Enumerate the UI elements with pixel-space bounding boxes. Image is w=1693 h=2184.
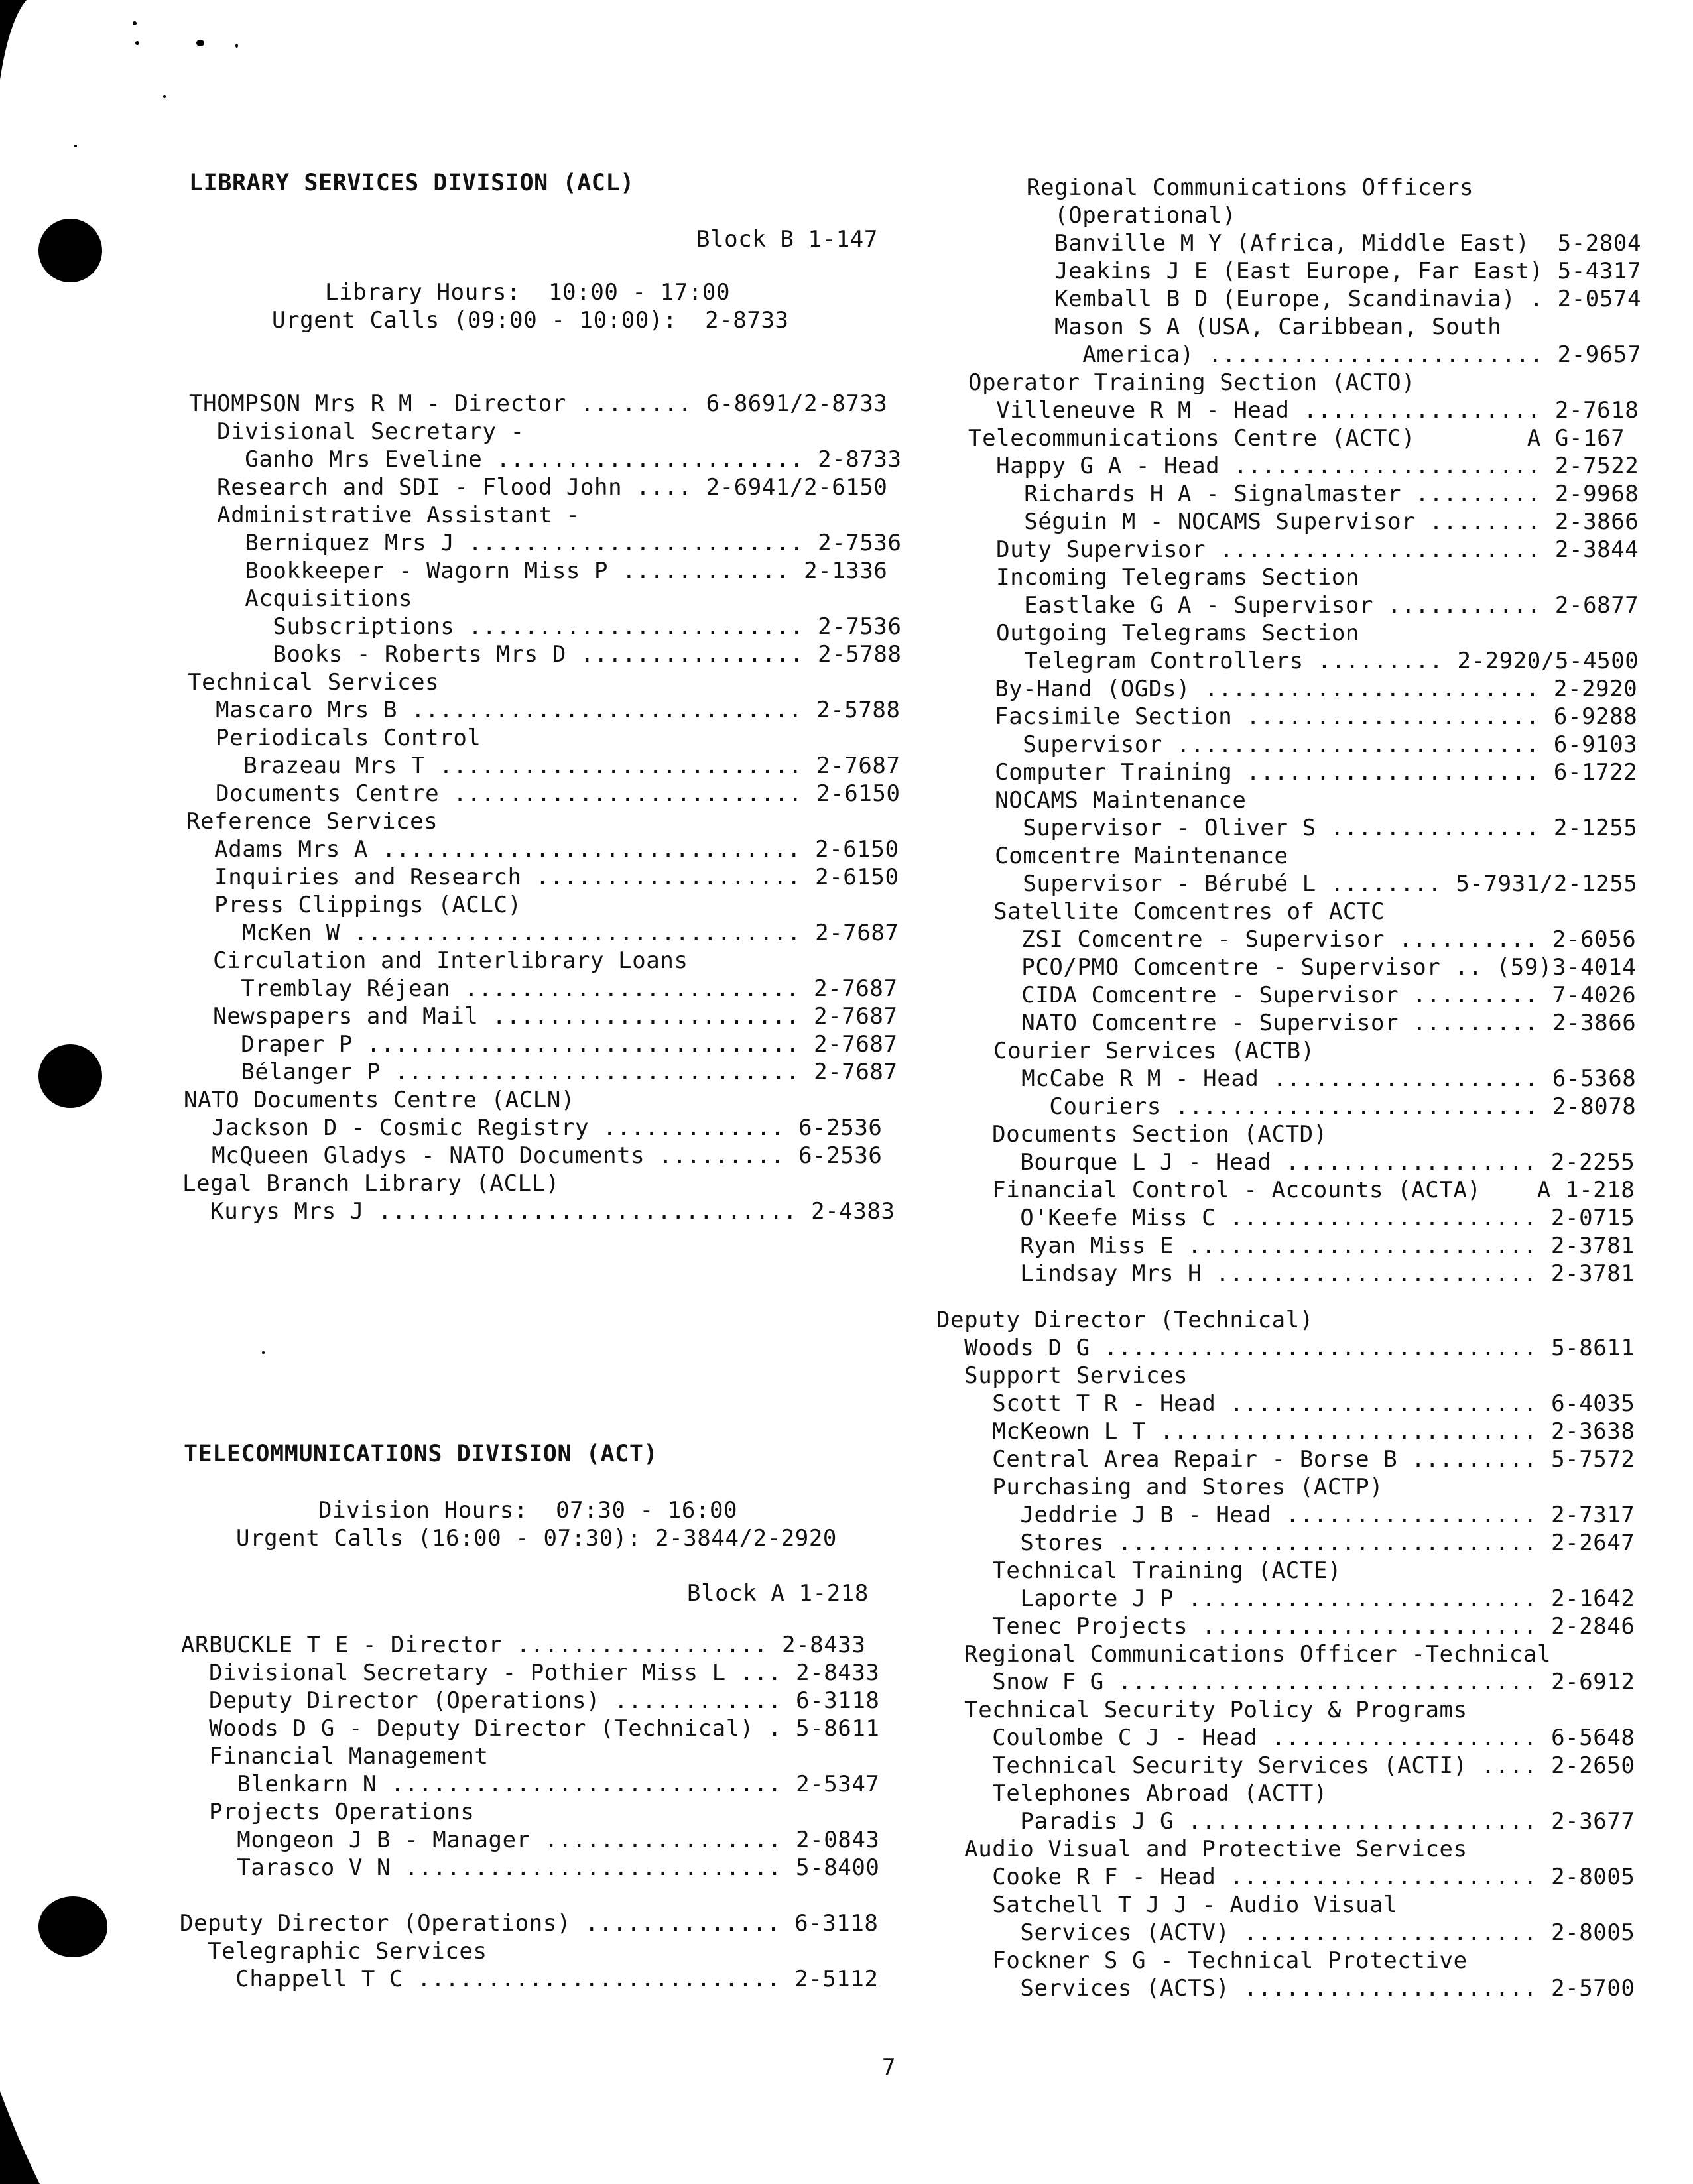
directory-line: Ryan Miss E ......................... 2-3781 (964, 1233, 1635, 1259)
directory-line: Technical Security Services (ACTI) .... 2-2650 (936, 1752, 1635, 1779)
directory-line: Couriers .......................... 2-8078 (966, 1093, 1637, 1120)
directory-line: Banville M Y (Africa, Middle East) 5-2804 (1027, 230, 1642, 257)
directory-line: Comcentre Maintenance (967, 843, 1288, 869)
directory-line: Mongeon J B - Manager ................. 2-0843 (181, 1827, 880, 1853)
directory-line: McKeown L T ........................... 2-3638 (936, 1418, 1635, 1445)
directory-line: Mason S A (USA, Caribbean, South (1027, 314, 1502, 340)
directory-line: Tremblay Réjean ........................ 2-7687 (185, 975, 898, 1002)
scan-speck (74, 145, 77, 147)
directory-line: Telegraphic Services (180, 1938, 487, 1965)
directory-line: Financial Management (181, 1743, 489, 1770)
directory-line: Research and SDI - Flood John .... 2-6941/2-6150 (189, 474, 888, 501)
directory-line: Newspapers and Mail ...................... 2-7687 (185, 1003, 898, 1030)
directory-line: Cooke R F - Head ...................... 2-8005 (936, 1864, 1635, 1890)
directory-line: Séguin M - NOCAMS Supervisor ........ 2-3866 (968, 509, 1639, 535)
directory-line: Laporte J P ......................... 2-1642 (936, 1585, 1635, 1612)
directory-line: Regional Communications Officers (1027, 174, 1474, 201)
directory-line: Outgoing Telegrams Section (968, 620, 1359, 646)
directory-line: McKen W ................................ 2-7687 (186, 920, 899, 946)
directory-line: THOMPSON Mrs R M - Director ........ 6-8691/2-8733 (189, 391, 888, 417)
directory-line: (Operational) (1027, 202, 1237, 229)
directory-line: ZSI Comcentre - Supervisor .......... 2-6056 (966, 926, 1637, 953)
directory-line: Division Hours: 07:30 - 16:00 (318, 1497, 738, 1524)
directory-line: Central Area Repair - Borse B ......... 5-7572 (936, 1446, 1635, 1473)
directory-line: Bourque L J - Head .................. 2-2255 (964, 1149, 1635, 1176)
directory-line: By-Hand (OGDs) ........................ 2-2920 (967, 676, 1638, 702)
directory-line: Telecommunications Centre (ACTC) A G-167 (968, 425, 1625, 452)
directory-line: Incoming Telegrams Section (968, 564, 1359, 591)
directory-line: Subscriptions ........................ 2-7536 (189, 613, 902, 640)
directory-line: Technical Services (188, 669, 440, 696)
directory-line: Adams Mrs A .............................. 2-6150 (186, 836, 899, 863)
directory-line: Deputy Director (Technical) (936, 1307, 1314, 1333)
scan-speck (163, 95, 166, 98)
directory-line: Supervisor - Bérubé L ........ 5-7931/2-1255 (967, 871, 1638, 897)
directory-line: Circulation and Interlibrary Loans (185, 947, 688, 974)
directory-line: Audio Visual and Protective Services (936, 1836, 1468, 1862)
directory-line: Tenec Projects ........................ 2-2846 (936, 1613, 1635, 1640)
directory-line: Block B 1-147 (696, 226, 878, 253)
directory-line: O'Keefe Miss C ...................... 2-0715 (964, 1205, 1635, 1231)
directory-line: Ganho Mrs Eveline ...................... 2-8733 (189, 446, 902, 473)
directory-line: NATO Documents Centre (ACLN) (184, 1087, 575, 1113)
directory-line: Satellite Comcentres of ACTC (966, 898, 1385, 925)
directory-line: Periodicals Control (188, 725, 481, 751)
directory-line: Bookkeeper - Wagorn Miss P ............ 2-1336 (189, 558, 888, 584)
directory-line: Bélanger P ............................. 2-7687 (185, 1059, 898, 1085)
scan-edge-mark-bottom (0, 2091, 40, 2184)
scan-speck (235, 44, 238, 48)
directory-line: Woods D G - Deputy Director (Technical) . 5-8611 (181, 1715, 880, 1742)
directory-line: Lindsay Mrs H ....................... 2-3781 (964, 1260, 1635, 1287)
directory-line: Technical Security Policy & Programs (936, 1697, 1468, 1723)
scan-edge-mark-top (0, 0, 27, 80)
directory-line: Scott T R - Head ...................... 6-4035 (936, 1390, 1635, 1417)
directory-line: Books - Roberts Mrs D ................ 2-5788 (189, 641, 902, 668)
directory-line: Documents Section (ACTD) (964, 1121, 1328, 1148)
directory-line: Supervisor - Oliver S ............... 2-1255 (967, 815, 1638, 841)
punch-hole-3 (38, 1896, 107, 1957)
directory-line: Inquiries and Research ................... 2-6150 (186, 864, 899, 890)
directory-line: Richards H A - Signalmaster ......... 2-9968 (968, 481, 1639, 507)
directory-line: NATO Comcentre - Supervisor ......... 2-3866 (966, 1010, 1637, 1036)
directory-line: Telegram Controllers ......... 2-2920/5-4500 (968, 648, 1639, 674)
directory-line: CIDA Comcentre - Supervisor ......... 7-4026 (966, 982, 1637, 1008)
directory-line: Facsimile Section ..................... 6-9288 (967, 703, 1638, 730)
directory-line: Paradis J G ......................... 2-3677 (936, 1808, 1635, 1835)
directory-line: Jackson D - Cosmic Registry ............. 6-2536 (184, 1115, 883, 1141)
directory-line: Woods D G ............................... 5-8611 (936, 1335, 1635, 1361)
directory-line: Reference Services (186, 808, 438, 835)
directory-line: Tarasco V N ........................... 5-8400 (181, 1854, 880, 1881)
directory-line: Telephones Abroad (ACTT) (936, 1780, 1328, 1807)
directory-line: Services (ACTS) ..................... 2-5700 (936, 1975, 1635, 2002)
directory-line: Regional Communications Officer -Technical (936, 1641, 1552, 1668)
directory-line: Legal Branch Library (ACLL) (182, 1170, 560, 1197)
directory-line: Berniquez Mrs J ........................ 2-7536 (189, 530, 902, 556)
directory-line: Coulombe C J - Head ................... 6-5648 (936, 1725, 1635, 1751)
directory-line: Eastlake G A - Supervisor ........... 2-6877 (968, 592, 1639, 619)
scan-speck (133, 21, 137, 25)
directory-line: Villeneuve R M - Head ................. 2-7618 (968, 397, 1639, 424)
directory-line: Mascaro Mrs B ............................ 2-5788 (188, 697, 901, 723)
directory-line: Urgent Calls (16:00 - 07:30): 2-3844/2-2920 (236, 1525, 837, 1551)
directory-line: Brazeau Mrs T .......................... 2-7687 (188, 753, 901, 779)
directory-line: America) ........................ 2-9657 (1027, 341, 1642, 368)
directory-line: Divisional Secretary - (189, 418, 525, 445)
directory-line: Administrative Assistant - (189, 502, 580, 528)
page-number: 7 (882, 2054, 896, 2081)
directory-line: Financial Control - Accounts (ACTA) A 1-218 (964, 1177, 1635, 1203)
directory-line: Snow F G .............................. 2-6912 (936, 1669, 1635, 1695)
directory-line: Deputy Director (Operations) ............ 6-3118 (181, 1687, 880, 1714)
directory-line: Urgent Calls (09:00 - 10:00): 2-8733 (272, 307, 789, 334)
directory-line: Fockner S G - Technical Protective (936, 1947, 1468, 1974)
directory-line: PCO/PMO Comcentre - Supervisor .. (59)3-4014 (966, 954, 1637, 981)
directory-line: Press Clippings (ACLC) (186, 892, 522, 918)
directory-line: McCabe R M - Head ................... 6-5368 (966, 1065, 1637, 1092)
scan-speck (135, 41, 139, 45)
punch-hole-2 (38, 1044, 102, 1108)
directory-line: Projects Operations (181, 1799, 475, 1825)
directory-line: NOCAMS Maintenance (967, 787, 1247, 814)
directory-line: ARBUCKLE T E - Director .................. 2-8433 (181, 1632, 866, 1658)
directory-line: Block A 1-218 (687, 1580, 869, 1607)
directory-line: Purchasing and Stores (ACTP) (936, 1474, 1384, 1500)
directory-line: Documents Centre ......................... 2-6150 (188, 780, 901, 807)
section-heading: LIBRARY SERVICES DIVISION (ACL) (189, 170, 635, 196)
directory-line: Blenkarn N ............................ 2-5347 (181, 1771, 880, 1797)
directory-line: Draper P ............................... 2-7687 (185, 1031, 898, 1058)
directory-line: Library Hours: 10:00 - 17:00 (325, 279, 731, 306)
directory-line: Stores .............................. 2-2647 (936, 1530, 1635, 1556)
directory-line: Divisional Secretary - Pothier Miss L ... 2-8433 (181, 1660, 880, 1686)
directory-line: Deputy Director (Operations) .............. 6-3118 (180, 1910, 879, 1937)
scan-speck (196, 40, 204, 46)
scan-speck (262, 1351, 265, 1354)
directory-line: Kemball B D (Europe, Scandinavia) . 2-0574 (1027, 286, 1642, 312)
directory-line: Kurys Mrs J .............................. 2-4383 (182, 1198, 895, 1225)
directory-line: Computer Training ..................... 6-1722 (967, 759, 1638, 786)
directory-line: Courier Services (ACTB) (966, 1038, 1315, 1064)
directory-line: Operator Training Section (ACTO) (968, 369, 1416, 396)
directory-line: Chappell T C .......................... 2-5112 (180, 1966, 879, 1992)
directory-line: Acquisitions (189, 585, 413, 612)
directory-line: Jeakins J E (East Europe, Far East) 5-4317 (1027, 258, 1642, 284)
directory-line: Duty Supervisor ....................... 2-3844 (968, 536, 1639, 563)
section-heading: TELECOMMUNICATIONS DIVISION (ACT) (184, 1441, 658, 1467)
directory-line: Satchell T J J - Audio Visual (936, 1892, 1398, 1918)
directory-line: Technical Training (ACTE) (936, 1557, 1342, 1584)
directory-line: Services (ACTV) ..................... 2-8005 (936, 1919, 1635, 1946)
punch-hole-1 (38, 219, 102, 282)
directory-line: Support Services (936, 1363, 1188, 1389)
directory-line: Jeddrie J B - Head .................. 2-7317 (936, 1502, 1635, 1528)
directory-line: McQueen Gladys - NATO Documents ......... 6-2536 (184, 1142, 883, 1169)
directory-line: Happy G A - Head ...................... 2-7522 (968, 453, 1639, 479)
directory-line: Supervisor .......................... 6-9103 (967, 731, 1638, 758)
